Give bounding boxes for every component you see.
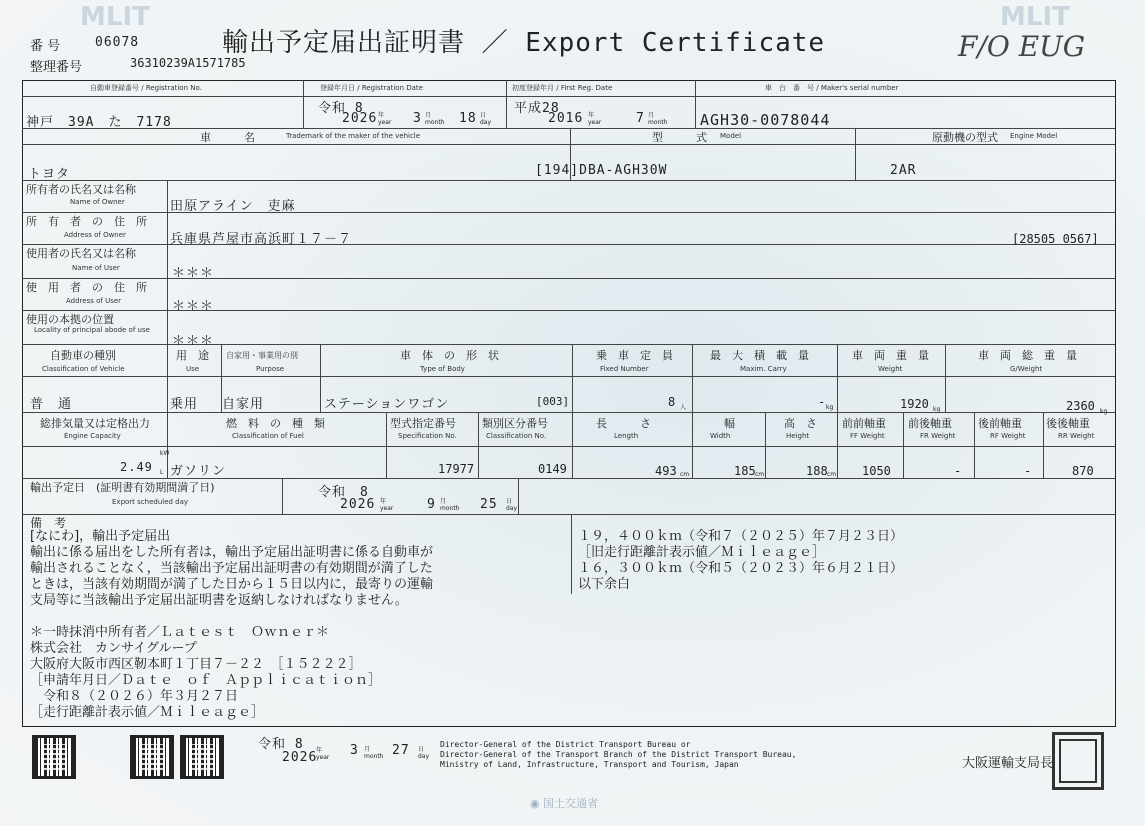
owner-addr-en: Address of Owner — [64, 231, 126, 239]
maker-value: トヨタ — [28, 167, 71, 182]
issuer-text: Director-General of the District Transport Bureau or Director-General of the Transport Branch of the District Transport Bureau, Ministry of Land, Infrastructure, Transport and Tourism, Japan — [440, 740, 797, 769]
disp-label: 総排気量又は定格出力 — [40, 417, 150, 430]
export-month-unit: 月 month — [440, 498, 460, 512]
reg-date-year: 2026 — [342, 111, 378, 126]
body-label: 車 体 の 形 状 — [400, 349, 499, 362]
remark-line: ［走行距離計表示値／Ｍｉｌｅａｇｅ］ — [30, 705, 265, 720]
rf-value: - — [1024, 464, 1033, 478]
owner-name-en: Name of Owner — [70, 198, 125, 206]
user-name-en: Name of User — [72, 264, 120, 272]
height-value: 188 — [806, 464, 828, 478]
fuel-label: 燃 料 の 種 類 — [226, 417, 325, 430]
export-month: 9 — [427, 497, 436, 512]
remark-line: 大阪府大阪市西区靭本町１丁目７－２２ ［１５２２２］ — [30, 657, 362, 672]
rr-en: RR Weight — [1058, 432, 1095, 440]
mileage-line: １６，３００ｋｍ（令和５（２０２３）年６月２１日） — [578, 561, 904, 576]
load-label: 最 大 積 載 量 — [710, 349, 809, 362]
ff-value: 1050 — [862, 464, 891, 478]
rr-value: 870 — [1072, 464, 1094, 478]
ministry-logo: ◉ 国土交通省 — [530, 797, 599, 810]
mlit-watermark-left: MLIT — [80, 2, 150, 32]
gross-en: G/Weight — [1010, 365, 1043, 373]
document-title: 輸出予定届出証明書 ／ Export Certificate — [222, 28, 826, 58]
handwritten-note: F/O EUG — [958, 30, 1086, 63]
width-cm: cm — [755, 471, 765, 478]
user-address: ＊＊＊ — [172, 299, 215, 314]
weight-kg: kg — [933, 406, 941, 413]
mileage-line: ［旧走行距離計表示値／Ｍｉｌｅａｇｅ］ — [578, 545, 826, 560]
user-addr-en: Address of User — [66, 297, 122, 305]
remark-line — [30, 609, 433, 625]
export-date-label: 輸出予定日 (証明書有効期間満了日) — [30, 481, 215, 494]
remark-line: [なにわ]，輸出予定届出 — [30, 529, 171, 544]
purpose-en: Purpose — [256, 365, 285, 373]
engine-label: 原動機の型式 — [932, 131, 998, 144]
capacity-en: Fixed Number — [600, 365, 649, 373]
official-seal — [1052, 732, 1104, 790]
reg-date-day: 18 — [459, 111, 477, 126]
remarks-right — [578, 529, 903, 593]
class-en: Classification of Vehicle — [42, 365, 125, 373]
disp-value: 2.49 — [120, 460, 153, 474]
issue-day-unit: 日 day — [418, 746, 430, 760]
height-en: Height — [786, 432, 810, 440]
user-addr-label: 使 用 者 の 住 所 — [26, 281, 147, 294]
remarks-left — [30, 529, 433, 721]
owner-name: 田原アライン 吏麻 — [170, 199, 296, 214]
export-day-unit: 日 day — [506, 498, 518, 512]
base-value: ＊＊＊ — [172, 334, 215, 349]
number-value: 06078 — [95, 35, 140, 50]
length-en: Length — [614, 432, 639, 440]
reg-date-label: 登録年月日 / Registration Date — [320, 84, 423, 92]
user-name: ＊＊＊ — [172, 266, 215, 281]
capacity-value: 8 — [668, 395, 677, 409]
gross-value: 2360 — [1066, 399, 1095, 413]
remark-line: ［申請年月日／Ｄａｔｅ ｏｆ Ａｐｐｌｉｃａｔｉｏｎ］ — [30, 673, 382, 688]
owner-address: 兵庫県芦屋市高浜町１７－７ — [170, 232, 353, 247]
capacity-unit: 人 — [680, 404, 687, 411]
issue-era: 令和 8 — [258, 737, 304, 752]
base-en: Locality of principal abode of use — [34, 326, 150, 334]
engine-value: 2AR — [890, 163, 917, 178]
control-number-value: 36310239A1571785 — [130, 56, 246, 70]
remark-line: 株式会社 カンサイグループ — [30, 641, 197, 656]
model-en: Model — [720, 132, 742, 140]
remark-line: ＊一時抹消中所有者／Ｌａｔｅｓｔ Ｏｗｎｅｒ＊ — [30, 625, 330, 640]
use-label: 用 途 — [176, 349, 209, 362]
spec-no-label: 型式指定番号 — [390, 417, 456, 430]
remark-line: 輸出されることなく，当該輸出予定届出証明書の有効期間が満了した — [30, 561, 433, 576]
first-reg-year: 2016 — [548, 111, 584, 126]
class-no-value: 0149 — [538, 462, 567, 476]
maker-en: Trademark of the maker of the vehicle — [286, 132, 421, 140]
serial-label: 車 台 番 号 / Maker's serial number — [765, 84, 899, 92]
qr-code-2 — [130, 735, 174, 779]
ff-en: FF Weight — [850, 432, 885, 440]
issue-month: 3 — [350, 743, 359, 758]
weight-label: 車 両 重 量 — [852, 349, 929, 362]
owner-addr-label: 所 有 者 の 住 所 — [26, 215, 147, 228]
first-reg-year-unit: 年 year — [588, 112, 602, 126]
reg-year-unit: 年 year — [378, 112, 392, 126]
length-value: 493 — [655, 464, 677, 478]
width-value: 185 — [734, 464, 756, 478]
qr-code-3 — [180, 735, 224, 779]
rr-label: 後後軸重 — [1046, 417, 1090, 430]
export-date-en: Export scheduled day — [112, 498, 189, 506]
body-en: Type of Body — [420, 365, 465, 373]
export-era: 令和 8 — [318, 485, 369, 500]
fuel-en: Classification of Fuel — [232, 432, 304, 440]
mlit-watermark-right: MLIT — [1000, 2, 1070, 32]
issue-month-unit: 月 month — [364, 746, 384, 760]
model-value: [194]DBA-AGH30W — [535, 163, 668, 178]
class-no-en: Classification No. — [486, 432, 547, 440]
model-label: 型 式 — [652, 131, 707, 144]
mileage-line: 以下余白 — [578, 577, 631, 592]
control-number-label: 整理番号 — [30, 60, 83, 75]
weight-en: Weight — [878, 365, 903, 373]
use-value: 乗用 — [170, 397, 199, 412]
engine-en: Engine Model — [1010, 132, 1058, 140]
remarks-label: 備 考 — [30, 516, 67, 530]
first-reg-month: 7 — [636, 111, 645, 126]
purpose-value: 自家用 — [222, 397, 265, 412]
kw-unit: kW — [160, 450, 170, 457]
class-no-label: 類別区分番号 — [482, 417, 548, 430]
remark-line: 令和８（２０２６）年３月２７日 — [30, 689, 239, 704]
reg-no-label: 自動車登録番号 / Registration No. — [90, 84, 202, 92]
first-reg-month-unit: 月 month — [648, 112, 668, 126]
maker-label: 車 名 — [200, 131, 255, 144]
length-cm: cm — [680, 471, 690, 478]
export-year-unit: 年 year — [380, 498, 394, 512]
body-value: ステーションワゴン — [324, 397, 450, 412]
reg-date-era: 令和 8 — [318, 101, 364, 116]
use-en: Use — [186, 365, 200, 373]
class-label: 自動車の種別 — [50, 349, 116, 362]
gross-label: 車 両 総 重 量 — [978, 349, 1077, 362]
fr-label: 前後軸重 — [908, 417, 952, 430]
spec-no-en: Specification No. — [398, 432, 457, 440]
fr-value: - — [954, 464, 963, 478]
height-label: 高 さ — [784, 417, 817, 430]
owner-name-label: 所有者の氏名又は名称 — [26, 183, 136, 196]
remark-line: ときは，当該有効期間が満了した日から１５日以内に，最寄りの運輸 — [30, 577, 434, 592]
mileage-line: １９，４００ｋｍ（令和７（２０２５）年７月２３日） — [578, 529, 904, 544]
issue-day: 27 — [392, 743, 410, 758]
class-value: 普 通 — [30, 397, 73, 412]
spec-no-value: 17977 — [438, 462, 475, 476]
reg-date-month: 3 — [413, 111, 422, 126]
qr-code-1 — [32, 735, 76, 779]
reg-month-unit: 月 month — [425, 112, 445, 126]
width-label: 幅 — [724, 417, 735, 430]
body-code: [003] — [536, 395, 570, 408]
fr-en: FR Weight — [920, 432, 956, 440]
weight-value: 1920 — [900, 397, 929, 411]
load-kg: kg — [826, 404, 834, 411]
load-en: Maxim. Carry — [740, 365, 787, 373]
rf-en: RF Weight — [990, 432, 1026, 440]
height-cm: cm — [827, 471, 837, 478]
gross-kg: kg — [1100, 408, 1108, 415]
first-reg-label: 初度登録年月 / First Reg. Date — [512, 84, 613, 92]
disp-en: Engine Capacity — [64, 432, 121, 440]
width-en: Width — [710, 432, 731, 440]
load-value: - — [818, 395, 827, 409]
serial-number: AGH30-0078044 — [700, 111, 831, 129]
export-day: 25 — [480, 497, 498, 512]
export-year: 2026 — [340, 497, 376, 512]
first-reg-era: 平成28 — [514, 101, 560, 116]
reg-day-unit: 日 day — [480, 112, 492, 126]
user-name-label: 使用者の氏名又は名称 — [26, 247, 136, 260]
issue-year-unit: 年 year — [316, 747, 330, 761]
base-label: 使用の本拠の位置 — [26, 313, 114, 326]
capacity-label: 乗 車 定 員 — [596, 349, 673, 362]
remark-line: 支局等に当該輸出予定届出証明書を返納しなければなりません。 — [30, 593, 408, 608]
purpose-label: 自家用・事業用の別 — [226, 351, 298, 360]
number-label: 番 号 — [30, 39, 61, 54]
issue-year: 2026 — [282, 750, 318, 765]
registration-number: 神戸 39A た 7178 — [26, 115, 172, 130]
length-label: 長 さ — [596, 417, 651, 430]
owner-address-code: [28505 0567] — [1012, 232, 1099, 246]
disp-unit: L — [160, 469, 164, 476]
remark-line: 輸出に係る届出をした所有者は，輸出予定届出証明書に係る自動車が — [30, 545, 434, 560]
ff-label: 前前軸重 — [842, 417, 886, 430]
office-name: 大阪運輸支局長 — [962, 756, 1054, 771]
fuel-value: ガソリン — [170, 464, 227, 479]
rf-label: 後前軸重 — [978, 417, 1022, 430]
